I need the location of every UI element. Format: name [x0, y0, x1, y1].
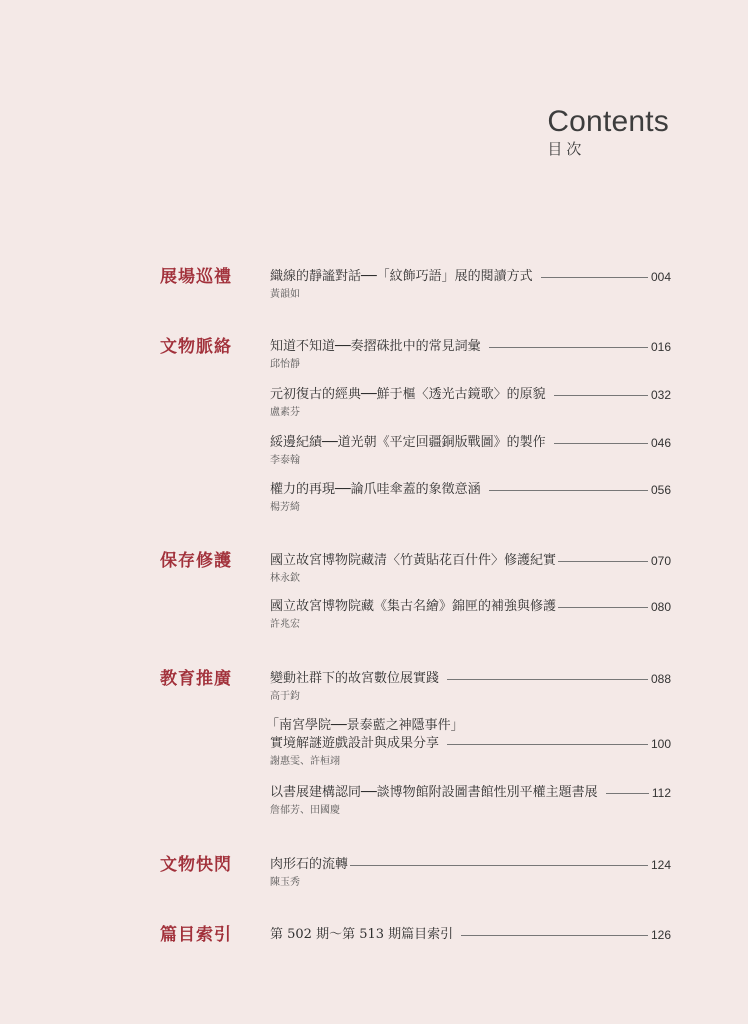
- entry-title: 權力的再現──論爪哇傘蓋的象徵意涵: [270, 482, 481, 497]
- entry-page: 056: [650, 483, 671, 497]
- section-title: 文物脈絡: [160, 337, 232, 357]
- entry-title: 肉形石的流轉: [270, 857, 349, 872]
- entry-author: 陳玉秀: [270, 877, 300, 888]
- entry-page: 070: [650, 554, 671, 568]
- entry-page: 046: [650, 436, 671, 450]
- toc-entry[interactable]: [270, 386, 671, 420]
- toc-entry[interactable]: [270, 598, 671, 632]
- dot-leader: [489, 490, 648, 491]
- entry-author: 林永欽: [270, 573, 300, 584]
- entry-page: 016: [650, 340, 671, 354]
- entry-author: 盧素芬: [270, 407, 300, 418]
- toc-entry[interactable]: [270, 268, 671, 302]
- contents-header: [547, 104, 669, 158]
- entry-author: 邱怡靜: [270, 359, 300, 370]
- toc-entry[interactable]: [270, 784, 671, 818]
- entry-author: 謝惠雯、許桓翊: [270, 756, 340, 767]
- dot-leader: [554, 395, 648, 396]
- entry-title: 知道不知道──奏摺硃批中的常見詞彙: [270, 339, 481, 354]
- toc-entry[interactable]: [270, 481, 671, 515]
- entry-title: 以書展建構認同──談博物館附設圖書館性別平權主題書展: [270, 785, 598, 800]
- entry-author: 高于鈞: [270, 691, 300, 702]
- entry-title: 第 502 期～第 513 期篇目索引: [270, 927, 454, 942]
- entry-page: 088: [650, 672, 671, 686]
- section-title: 保存修護: [160, 551, 232, 571]
- entry-title: 元初復古的經典──鮮于樞〈透光古鏡歌〉的原貌: [270, 387, 546, 402]
- dot-leader: [554, 443, 648, 444]
- dot-leader: [350, 865, 648, 866]
- toc-entry[interactable]: [270, 926, 671, 944]
- entry-author: 黃韻如: [270, 289, 300, 300]
- entry-page: 004: [650, 270, 671, 284]
- entry-title: 綏邊紀績──道光朝《平定回疆銅版戰圖》的製作: [270, 435, 546, 450]
- toc-entry[interactable]: [270, 434, 671, 468]
- entry-title: 實境解謎遊戲設計與成果分享: [270, 736, 440, 751]
- entry-title: 變動社群下的故宮數位展實踐: [270, 671, 440, 686]
- dot-leader: [447, 744, 648, 745]
- dot-leader: [489, 347, 648, 348]
- contents-title-zh: 目次: [547, 140, 586, 158]
- entry-page: 112: [651, 786, 671, 800]
- entry-page: 032: [650, 388, 671, 402]
- toc-entry[interactable]: [266, 717, 671, 769]
- section-title: 篇目索引: [160, 925, 232, 945]
- toc-entry[interactable]: [270, 856, 671, 890]
- entry-title: 國立故宮博物院藏清〈竹黃貼花百什件〉修護紀實: [270, 553, 557, 568]
- entry-author: 許兆宏: [270, 619, 300, 630]
- entry-author: 詹郁芳、田國慶: [270, 805, 340, 816]
- dot-leader: [461, 935, 648, 936]
- entry-page: 080: [650, 600, 671, 614]
- toc-entry[interactable]: [270, 338, 671, 372]
- entry-author: 李泰翰: [270, 455, 300, 466]
- toc-entry[interactable]: [270, 670, 671, 704]
- entry-page: 124: [650, 858, 671, 872]
- section-title: 文物快閃: [160, 855, 232, 875]
- section-title: 教育推廣: [160, 669, 232, 689]
- entry-page: 100: [650, 737, 671, 751]
- dot-leader: [541, 277, 648, 278]
- entry-page: 126: [650, 928, 671, 942]
- dot-leader: [558, 561, 648, 562]
- contents-title-en: Contents: [547, 105, 669, 138]
- entry-author: 楊芳綺: [270, 502, 300, 513]
- toc-entry[interactable]: [270, 552, 671, 586]
- entry-title: 國立故宮博物院藏《集古名繪》錦匣的補強與修護: [270, 599, 557, 614]
- dot-leader: [606, 793, 649, 794]
- dot-leader: [558, 607, 648, 608]
- entry-title: 織線的靜謐對話──「紋飾巧語」展的閱讀方式: [270, 269, 533, 284]
- section-title: 展場巡禮: [160, 267, 232, 287]
- entry-title-line1: 「南宮學院──景泰藍之神隱事件」: [266, 718, 464, 733]
- dot-leader: [447, 679, 648, 680]
